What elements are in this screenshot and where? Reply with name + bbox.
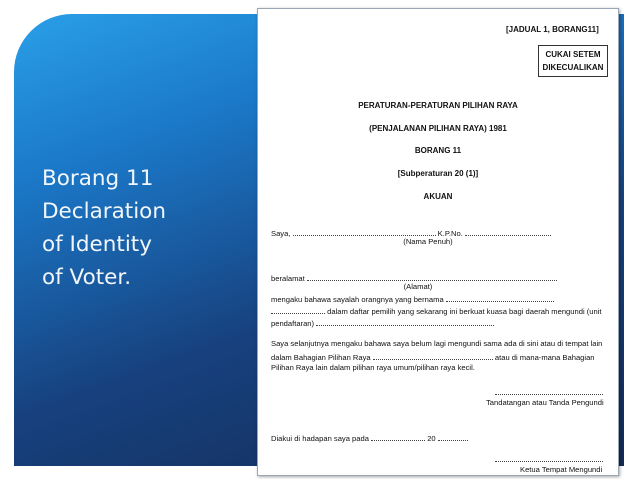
paragraph1-line3: pendaftaran) xyxy=(271,317,494,329)
caption-line-3: of Identity xyxy=(42,232,152,257)
acknowledgement-line: Diakui di hadapan saya pada 20 xyxy=(271,432,468,444)
officer-signature-line xyxy=(495,460,603,462)
subregulation-reference: [Subperaturan 20 (1)] xyxy=(397,169,479,178)
paragraph2-line1: Saya selanjutnya mengaku bahawa saya belum lagi mengundi sama ada di sini atau di tempat lain xyxy=(271,339,603,348)
stamp-duty-box xyxy=(538,45,608,77)
stamp-line-1: CUKAI SETEM xyxy=(545,50,601,59)
form-heading-declaration: AKUAN xyxy=(423,192,453,201)
address-label: beralamat xyxy=(271,274,305,283)
paragraph1-line2: dalam daftar pemilih yang sekarang ini berkuat kuasa bagi daerah mengundi (unit xyxy=(271,305,602,317)
voter-signature-line xyxy=(495,393,603,395)
schedule-reference: [JADUAL 1, BORANG11] xyxy=(506,25,599,34)
stamp-line-2: DIKECUALIKAN xyxy=(542,63,604,72)
caption-line-2: Declaration xyxy=(42,199,166,224)
form-document xyxy=(257,8,619,476)
officer-signature-caption: Ketua Tempat Mengundi xyxy=(520,465,603,474)
form-title-regulations: PERATURAN-PERATURAN PILIHAN RAYA xyxy=(358,101,518,110)
caption-line-1: Borang 11 xyxy=(42,166,154,191)
full-name-caption: (Nama Penuh) xyxy=(403,237,453,246)
paragraph1-line1: mengaku bahawa sayalah orangnya yang bernama xyxy=(271,293,554,305)
paragraph2-line3: Pilihan Raya lain dalam pilihan raya umum/pilihan raya kecil. xyxy=(271,363,475,372)
voter-signature-caption: Tandatangan atau Tanda Pengundi xyxy=(486,398,604,407)
form-title-act: (PENJALANAN PILIHAN RAYA) 1981 xyxy=(369,124,507,133)
paragraph2-line2: dalam Bahagian Pilihan Raya atau di mana-mana Bahagian xyxy=(271,353,595,362)
ic-number-label: K.P.No. xyxy=(437,229,463,238)
saya-label: Saya, xyxy=(271,229,291,238)
form-number: BORANG 11 xyxy=(414,146,462,155)
address-caption: (Alamat) xyxy=(403,282,433,291)
slide-caption xyxy=(42,162,242,294)
caption-line-4: of Voter. xyxy=(42,265,132,290)
